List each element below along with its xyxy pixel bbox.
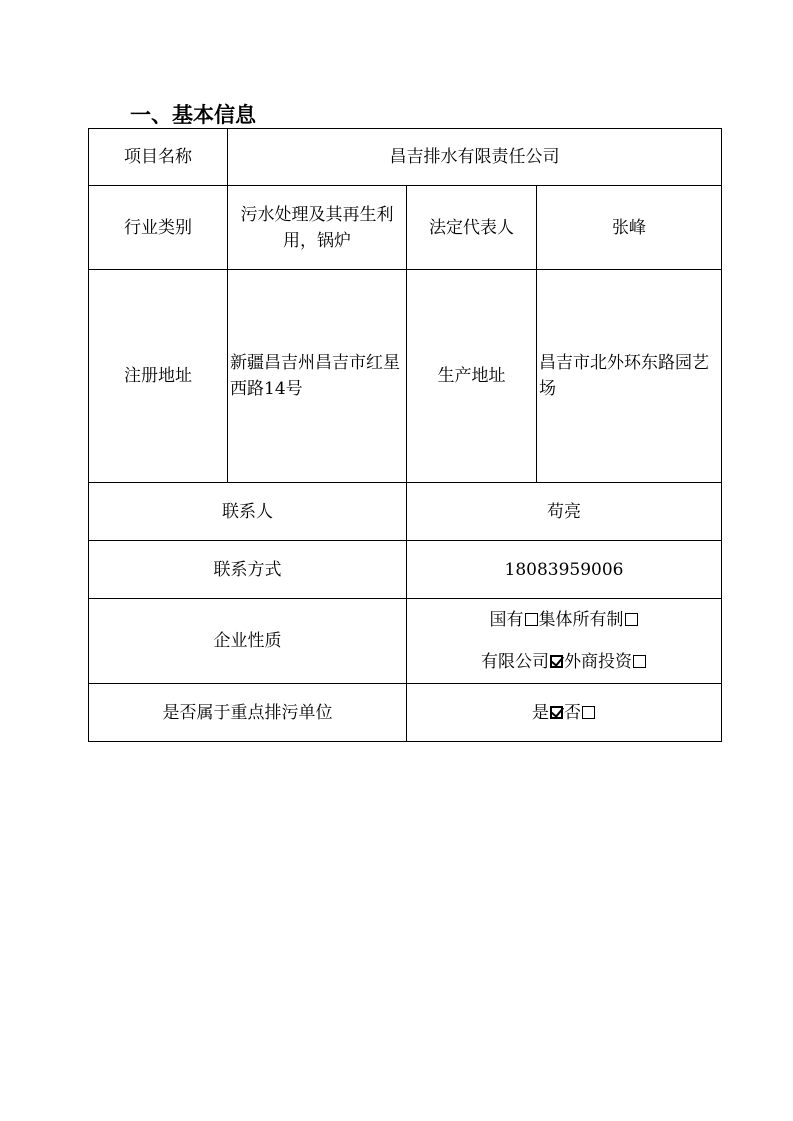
nature-line-2 (409, 641, 719, 683)
reg-address-label: 注册地址 (89, 270, 228, 483)
nature-state-owned-checkbox[interactable] (525, 613, 538, 626)
nature-line-1 (409, 599, 719, 641)
prod-address-label: 生产地址 (407, 270, 537, 483)
project-name-label: 项目名称 (89, 129, 228, 186)
row-project-name (89, 129, 722, 186)
nature-state-owned-label: 国有 (489, 610, 524, 630)
basic-info-table (88, 128, 722, 742)
nature-limited-label: 有限公司 (481, 652, 549, 672)
industry-label: 行业类别 (89, 186, 228, 270)
row-contact-method (89, 541, 722, 599)
nature-collective-checkbox[interactable] (625, 613, 638, 626)
nature-collective-label: 集体所有制 (538, 610, 624, 630)
contact-label: 联系人 (89, 483, 407, 541)
key-polluter-yes-label: 是 (532, 702, 549, 723)
key-polluter-no-checkbox[interactable] (582, 706, 595, 719)
nature-foreign-label: 外商投资 (564, 652, 632, 672)
nature-options (407, 599, 722, 684)
nature-foreign-checkbox[interactable] (633, 655, 646, 668)
section-title: 一、基本信息 (130, 103, 256, 127)
row-nature (89, 599, 722, 684)
nature-label: 企业性质 (89, 599, 407, 684)
row-industry (89, 186, 722, 270)
reg-address-value: 新疆昌吉州昌吉市红星西路14号 (228, 270, 407, 483)
nature-limited-checkbox[interactable] (550, 655, 563, 668)
key-polluter-no-label: 否 (564, 702, 581, 723)
row-address (89, 270, 722, 483)
legal-rep-label: 法定代表人 (407, 186, 537, 270)
row-key-polluter (89, 684, 722, 742)
key-polluter-yes-checkbox[interactable] (550, 706, 563, 719)
key-polluter-label: 是否属于重点排污单位 (89, 684, 407, 742)
contact-method-label: 联系方式 (89, 541, 407, 599)
contact-value: 苟亮 (407, 483, 722, 541)
project-name-value: 昌吉排水有限责任公司 (228, 129, 722, 186)
prod-address-value: 昌吉市北外环东路园艺场 (537, 270, 722, 483)
row-contact (89, 483, 722, 541)
industry-value: 污水处理及其再生利用，锅炉 (228, 186, 407, 270)
key-polluter-options (407, 684, 722, 742)
contact-method-value: 18083959006 (407, 541, 722, 599)
legal-rep-value: 张峰 (537, 186, 722, 270)
